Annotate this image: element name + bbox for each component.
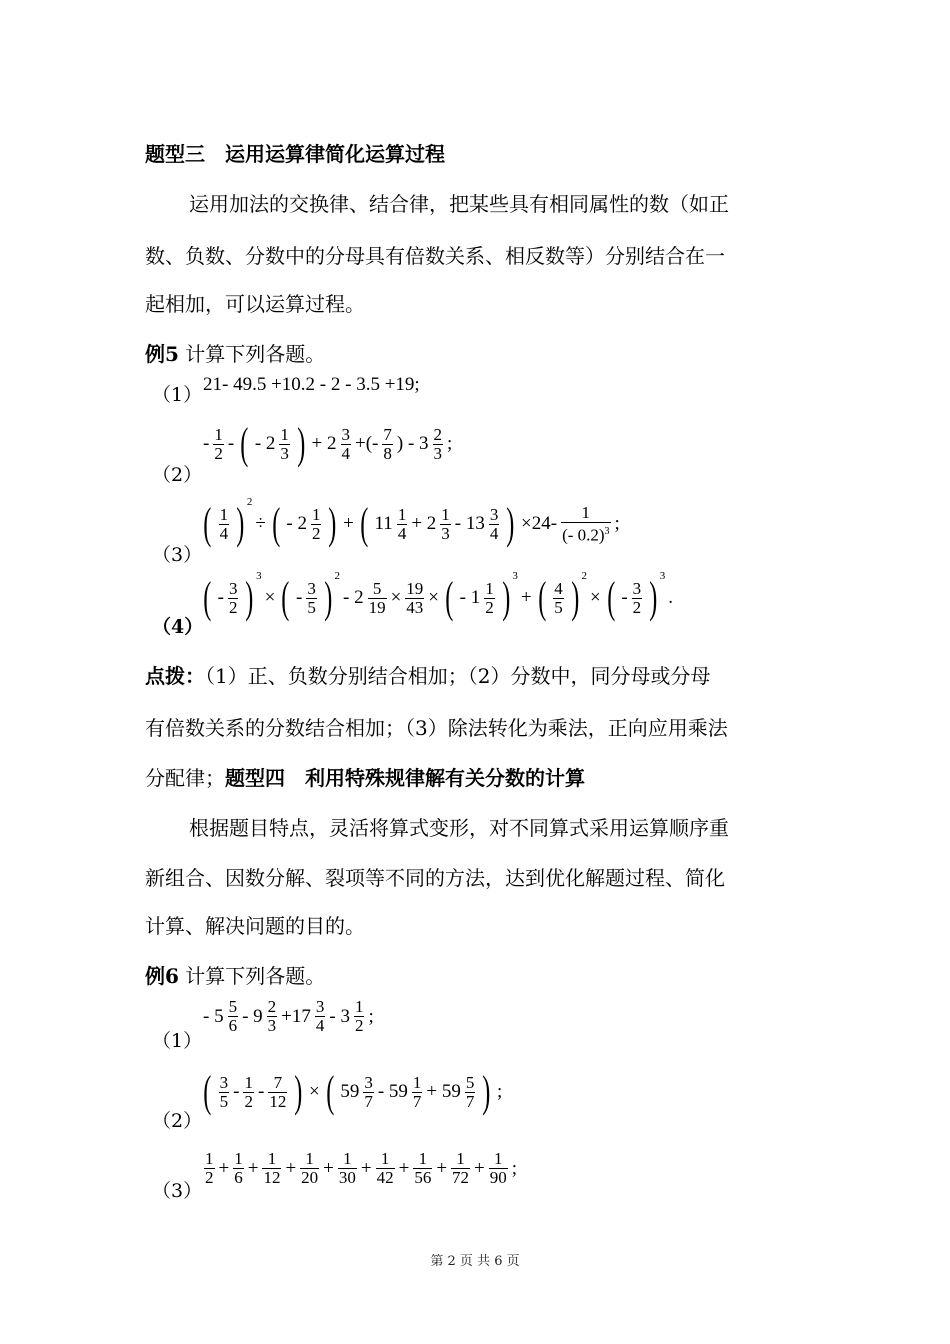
example-number: 6: [165, 964, 179, 988]
paragraph-line: 起相加，可以运算过程。: [145, 292, 365, 316]
example-prefix: 例: [145, 342, 165, 366]
paragraph-line: 新组合、因数分解、裂项等不同的方法，达到优化解题过程、简化: [145, 866, 725, 890]
item-label: （1）: [152, 1030, 203, 1052]
example-prefix: 例: [145, 964, 165, 988]
expression-6-3: $\frac{1}{2}$ + $\frac{1}{6}$ + $\frac{1}{12}$ + $\frac{1}{20}$ + $\frac{1}{30}$ + $\frac{1}{42}$ + $\frac{1}{56}$ + $\frac{1}{72}$ + $\frac{1}{90}$ ;: [205, 1149, 518, 1187]
example-instruction: 计算下列各题。: [178, 964, 326, 988]
paragraph-line: 运用加法的交换律、结合律，把某些具有相同属性的数（如正: [189, 192, 729, 216]
tip-text: （1）正、负数分别结合相加；（2）分数中，同分母或分母: [205, 664, 711, 688]
tip-line-3: [145, 762, 585, 791]
section-heading-4: 题型四 利用特殊规律解有关分数的计算: [225, 766, 585, 790]
expression-5-2: - $\frac{1}{2}$ - ( - 2 $\frac{1}{3}$ ) + 2 $\frac{3}{4}$ +(- $\frac{7}{8}$ ) - 3 $\frac{2}{3}$ ;: [203, 419, 453, 468]
tip-line-1: [145, 660, 710, 689]
expression-6-2: ( $\frac{3}{5}$ - $\frac{1}{2}$ - $\frac{7}{12}$ ) × ( 59 $\frac{3}{7}$ - 59 $\frac{1}{7}$ + 59 $\frac{5}{7}$ ) ;: [203, 1067, 503, 1116]
paragraph-line: 计算、解决问题的目的。: [145, 914, 365, 938]
tip-line-2: 有倍数关系的分数结合相加；（3）除法转化为乘法，正向应用乘法: [145, 716, 728, 740]
item-label: （4）: [152, 616, 204, 638]
item-label: （1）: [152, 384, 203, 406]
item-label: （2）: [152, 464, 203, 486]
expression-5-1: 21- 49.5 +10.2 - 2 - 3.5 +19;: [203, 374, 420, 395]
example-6-title: [145, 960, 325, 989]
example-5-title: [145, 338, 325, 367]
tip-label: 点拨：: [145, 664, 205, 688]
expression-5-3: ( $\frac{1}{4}$ ) 2 ÷ ( - 2 $\frac{1}{2}$ ) + ( 11 $\frac{1}{4}$ + 2 $\frac{1}{3}$ - 13 $\frac{3}{4}$ ) ×24- $\frac{1}{(- 0.2)^3}$ ;: [203, 496, 620, 548]
paragraph-line: 根据题目特点，灵活将算式变形，对不同算式采用运算顺序重: [189, 816, 729, 840]
item-label: （3）: [152, 1180, 203, 1202]
expression-5-4: ( - $\frac{3}{2}$ ) 3 × ( - $\frac{3}{5}$ ) 2 - 2 $\frac{5}{19}$ × $\frac{19}{43}$ × ( - 1 $\frac{1}{2}$ ) 3 + ( $\frac{4}{5}$ ) 2 × ( - $\frac{3}{2}$ ) 3 .: [203, 570, 674, 622]
tip-text: 分配律；: [145, 766, 225, 790]
section-heading-3: 题型三 运用运算律简化运算过程: [145, 142, 445, 166]
expression-6-1: - 5 $\frac{5}{6}$ - 9 $\frac{2}{3}$ +17 $\frac{3}{4}$ - 3 $\frac{1}{2}$ ;: [203, 997, 374, 1035]
paragraph-line: 数、负数、分数中的分母具有倍数关系、相反数等）分别结合在一: [145, 244, 725, 268]
example-number: 5: [165, 342, 179, 366]
item-label: （3）: [152, 544, 203, 566]
example-instruction: 计算下列各题。: [178, 342, 326, 366]
page-footer: 第 2 页 共 6 页: [430, 1254, 520, 1269]
item-label: （2）: [152, 1110, 203, 1132]
